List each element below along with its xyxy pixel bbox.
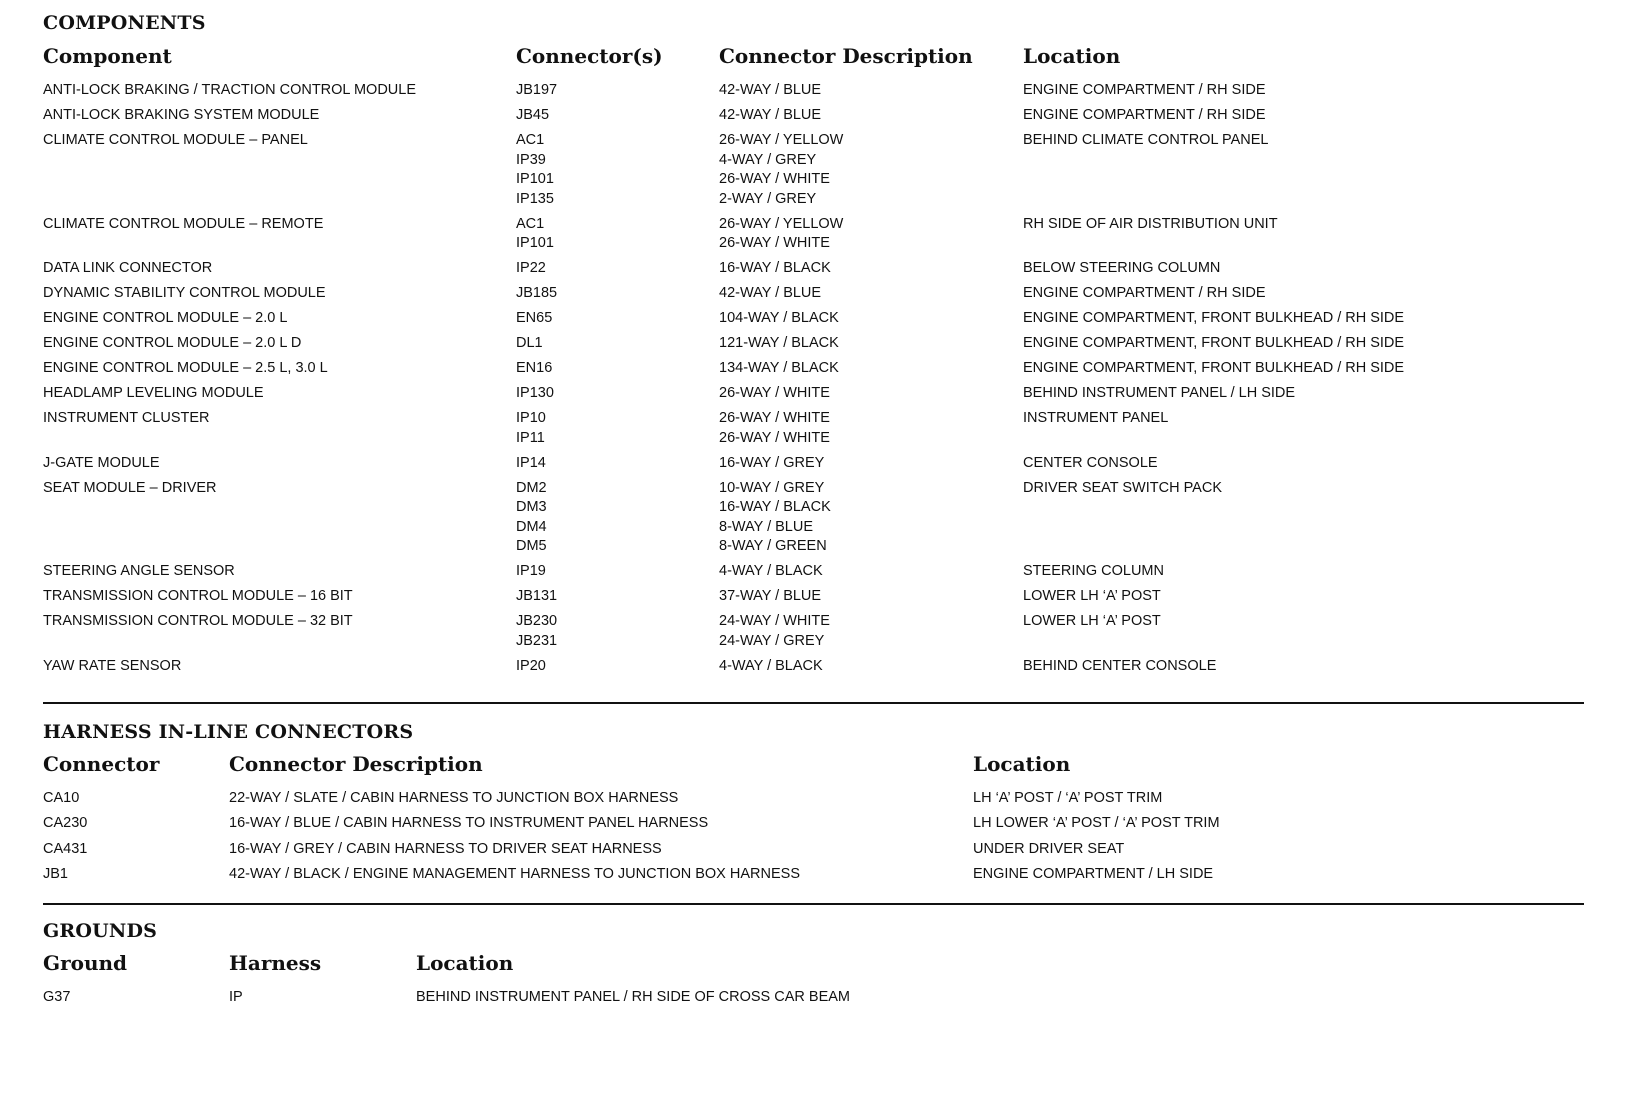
connector-descriptions: [719, 81, 821, 101]
connector-descriptions-line: 26-WAY / WHITE: [719, 171, 830, 187]
component-location: ENGINE COMPARTMENT / RH SIDE: [1023, 285, 1266, 301]
table-row: [43, 789, 1584, 814]
connector-descriptions: [719, 479, 831, 557]
table-row: [43, 106, 1584, 131]
connector-ids: [516, 309, 552, 329]
components-header-component: Component: [43, 44, 172, 68]
component-name: DATA LINK CONNECTOR: [43, 260, 213, 276]
connector-descriptions: [719, 106, 821, 126]
component-name: J-GATE MODULE: [43, 454, 160, 471]
section-divider: [43, 702, 1584, 704]
connector-ids-line: DM3: [516, 499, 547, 515]
connector-descriptions: [719, 454, 824, 474]
component-name: ANTI-LOCK BRAKING / TRACTION CONTROL MODULE: [43, 82, 417, 98]
connector-ids: [516, 384, 554, 404]
harness-header-description: Connector Description: [229, 752, 483, 776]
connector-ids: [516, 215, 554, 254]
harness-connector: JB1: [43, 865, 68, 882]
connector-descriptions-line: 24-WAY / GREY: [719, 632, 825, 649]
component-name: ENGINE CONTROL MODULE – 2.5 L, 3.0 L: [43, 360, 328, 376]
component-name: STEERING ANGLE SENSOR: [43, 563, 235, 579]
connector-ids: [516, 562, 546, 582]
table-row: [43, 409, 1584, 454]
connector-descriptions-line: 26-WAY / WHITE: [719, 410, 830, 426]
component-location: BEHIND CENTER CONSOLE: [1023, 657, 1217, 674]
connector-descriptions-line: 37-WAY / BLUE: [719, 588, 822, 604]
component-name: ENGINE CONTROL MODULE – 2.0 L: [43, 310, 288, 326]
table-row: [43, 215, 1584, 260]
connector-ids: [516, 81, 557, 101]
connector-ids: [516, 106, 549, 126]
component-name: CLIMATE CONTROL MODULE – REMOTE: [43, 215, 324, 232]
component-location: ENGINE COMPARTMENT, FRONT BULKHEAD / RH SIDE: [1023, 310, 1405, 326]
component-location: INSTRUMENT PANEL: [1023, 410, 1169, 426]
harness-header-location: Location: [973, 752, 1071, 776]
connector-descriptions-line: 10-WAY / GREY: [719, 479, 825, 496]
connector-descriptions: [719, 359, 839, 379]
component-name: TRANSMISSION CONTROL MODULE – 32 BIT: [43, 613, 353, 629]
connector-descriptions-line: 16-WAY / GREY: [719, 454, 825, 471]
component-location: CENTER CONSOLE: [1023, 454, 1158, 471]
table-row: [43, 384, 1584, 409]
table-row: [43, 865, 1584, 890]
table-row: [43, 587, 1584, 612]
grounds-header-location: Location: [416, 951, 514, 975]
connector-descriptions-line: 26-WAY / YELLOW: [719, 215, 844, 232]
component-location: ENGINE COMPARTMENT, FRONT BULKHEAD / RH SIDE: [1023, 360, 1405, 376]
harness-description: 22-WAY / SLATE / CABIN HARNESS TO JUNCTION BOX HARNESS: [229, 790, 679, 806]
component-name: TRANSMISSION CONTROL MODULE – 16 BIT: [43, 588, 353, 604]
connector-descriptions: [719, 409, 830, 448]
table-row: [43, 334, 1584, 359]
table-row: [43, 259, 1584, 284]
harness-connector: CA10: [43, 790, 80, 806]
table-row: [43, 454, 1584, 479]
connector-ids-line: AC1: [516, 132, 545, 148]
connector-ids: [516, 454, 546, 474]
connector-ids: [516, 409, 546, 448]
connector-ids-line: EN65: [516, 310, 553, 326]
connector-ids-line: IP22: [516, 260, 546, 276]
connector-descriptions: [719, 334, 839, 354]
connector-descriptions-line: 42-WAY / BLUE: [719, 82, 822, 98]
harness-connector: CA230: [43, 815, 88, 832]
connector-descriptions: [719, 215, 843, 254]
connector-ids-line: IP14: [516, 454, 546, 471]
harness-description: 16-WAY / GREY / CABIN HARNESS TO DRIVER SEAT HARNESS: [229, 840, 662, 857]
connector-ids-line: AC1: [516, 215, 545, 232]
connector-ids-line: IP135: [516, 190, 554, 207]
connector-descriptions-line: 26-WAY / WHITE: [719, 385, 830, 401]
harness-description: 42-WAY / BLACK / ENGINE MANAGEMENT HARNESS TO JUNCTION BOX HARNESS: [229, 865, 800, 882]
connector-ids: [516, 334, 543, 354]
connector-descriptions: [719, 657, 823, 677]
connector-descriptions-line: 134-WAY / BLACK: [719, 360, 839, 376]
component-location: BEHIND CLIMATE CONTROL PANEL: [1023, 132, 1269, 148]
connector-ids-line: JB197: [516, 82, 558, 98]
component-name: CLIMATE CONTROL MODULE – PANEL: [43, 132, 308, 148]
grounds-header-ground: Ground: [43, 951, 128, 975]
table-row: [43, 657, 1584, 682]
connector-descriptions-line: 104-WAY / BLACK: [719, 310, 839, 326]
grounds-table-body: [43, 988, 1584, 1013]
table-row: [43, 131, 1584, 215]
table-row: [43, 612, 1584, 657]
connector-descriptions: [719, 384, 830, 404]
connector-descriptions-line: 4-WAY / BLACK: [719, 563, 823, 579]
connector-ids-line: IP11: [516, 429, 545, 446]
components-header-description: Connector Description: [719, 44, 973, 68]
connector-ids-line: JB230: [516, 613, 558, 629]
ground-location: BEHIND INSTRUMENT PANEL / RH SIDE OF CROSS CAR BEAM: [416, 989, 850, 1005]
connector-descriptions: [719, 284, 821, 304]
connector-descriptions-line: 121-WAY / BLACK: [719, 335, 839, 351]
connector-descriptions: [719, 131, 843, 209]
connector-descriptions-line: 8-WAY / GREEN: [719, 538, 827, 554]
connector-descriptions-line: 4-WAY / BLACK: [719, 657, 823, 674]
component-location: STEERING COLUMN: [1023, 563, 1164, 579]
harness-location: UNDER DRIVER SEAT: [973, 840, 1125, 857]
component-location: BEHIND INSTRUMENT PANEL / LH SIDE: [1023, 385, 1296, 401]
component-location: ENGINE COMPARTMENT, FRONT BULKHEAD / RH SIDE: [1023, 335, 1405, 351]
connector-ids-line: IP20: [516, 657, 546, 674]
connector-ids-line: IP19: [516, 563, 546, 579]
connector-descriptions-line: 26-WAY / WHITE: [719, 429, 830, 446]
connector-ids-line: JB45: [516, 107, 550, 123]
component-location: LOWER LH ‘A’ POST: [1023, 588, 1161, 604]
ground-id: G37: [43, 989, 71, 1005]
component-location: LOWER LH ‘A’ POST: [1023, 613, 1161, 629]
connector-ids-line: EN16: [516, 360, 553, 376]
connector-ids: [516, 259, 546, 279]
connector-ids-line: DM4: [516, 518, 547, 535]
table-row: [43, 562, 1584, 587]
grounds-section-title: GROUNDS: [43, 920, 158, 942]
connector-descriptions: [719, 309, 839, 329]
component-name: ENGINE CONTROL MODULE – 2.0 L D: [43, 335, 302, 351]
connector-ids: [516, 587, 557, 607]
connector-ids: [516, 359, 552, 379]
table-row: [43, 81, 1584, 106]
table-row: [43, 284, 1584, 309]
components-header-connectors: Connector(s): [516, 44, 663, 68]
components-header-location: Location: [1023, 44, 1121, 68]
connector-descriptions-line: 26-WAY / WHITE: [719, 235, 830, 251]
connector-ids-line: IP101: [516, 171, 554, 187]
connector-ids: [516, 131, 554, 209]
harness-header-connector: Connector: [43, 752, 160, 776]
connector-ids: [516, 284, 557, 304]
connector-ids-line: JB185: [516, 285, 558, 301]
connector-ids-line: DM5: [516, 538, 547, 554]
connector-descriptions-line: 16-WAY / BLACK: [719, 260, 831, 276]
component-name: ANTI-LOCK BRAKING SYSTEM MODULE: [43, 107, 320, 123]
connector-ids: [516, 657, 546, 677]
connector-ids: [516, 612, 557, 651]
connector-ids-line: DL1: [516, 335, 543, 351]
components-section-title: COMPONENTS: [43, 12, 206, 34]
connector-descriptions: [719, 259, 831, 279]
section-divider: [43, 903, 1584, 905]
connector-ids-line: IP10: [516, 410, 546, 426]
component-name: SEAT MODULE – DRIVER: [43, 479, 217, 496]
harness-section-title: HARNESS IN-LINE CONNECTORS: [43, 721, 414, 743]
connector-ids-line: DM2: [516, 479, 547, 496]
component-name: DYNAMIC STABILITY CONTROL MODULE: [43, 285, 326, 301]
connector-descriptions: [719, 562, 823, 582]
connector-descriptions-line: 4-WAY / GREY: [719, 151, 817, 168]
component-location: DRIVER SEAT SWITCH PACK: [1023, 479, 1222, 496]
table-row: [43, 840, 1584, 865]
connector-ids-line: IP130: [516, 385, 554, 401]
connector-ids: [516, 479, 547, 557]
harness-location: ENGINE COMPARTMENT / LH SIDE: [973, 865, 1214, 882]
table-row: [43, 814, 1584, 839]
ground-harness: IP: [229, 989, 243, 1005]
harness-location: LH LOWER ‘A’ POST / ‘A’ POST TRIM: [973, 815, 1220, 832]
table-row: [43, 479, 1584, 563]
grounds-header-harness: Harness: [229, 951, 322, 975]
connector-descriptions: [719, 587, 821, 607]
connector-descriptions-line: 16-WAY / BLACK: [719, 499, 831, 515]
connector-ids-line: IP101: [516, 235, 554, 251]
component-location: BELOW STEERING COLUMN: [1023, 260, 1221, 276]
connector-descriptions-line: 26-WAY / YELLOW: [719, 132, 844, 148]
connector-descriptions-line: 8-WAY / BLUE: [719, 518, 814, 535]
connector-descriptions: [719, 612, 830, 651]
connector-ids-line: JB231: [516, 632, 558, 649]
harness-description: 16-WAY / BLUE / CABIN HARNESS TO INSTRUMENT PANEL HARNESS: [229, 815, 709, 832]
component-name: INSTRUMENT CLUSTER: [43, 410, 210, 426]
component-name: YAW RATE SENSOR: [43, 657, 182, 674]
table-row: [43, 988, 1584, 1013]
connector-ids-line: JB131: [516, 588, 558, 604]
harness-table-body: [43, 789, 1584, 890]
harness-location: LH ‘A’ POST / ‘A’ POST TRIM: [973, 790, 1163, 806]
connector-descriptions-line: 2-WAY / GREY: [719, 190, 817, 207]
harness-connector: CA431: [43, 840, 88, 857]
connector-descriptions-line: 42-WAY / BLUE: [719, 285, 822, 301]
connector-descriptions-line: 24-WAY / WHITE: [719, 613, 830, 629]
component-name: HEADLAMP LEVELING MODULE: [43, 385, 264, 401]
component-location: ENGINE COMPARTMENT / RH SIDE: [1023, 82, 1266, 98]
table-row: [43, 309, 1584, 334]
table-row: [43, 359, 1584, 384]
connector-descriptions-line: 42-WAY / BLUE: [719, 107, 822, 123]
components-table-body: [43, 81, 1584, 682]
component-location: ENGINE COMPARTMENT / RH SIDE: [1023, 107, 1266, 123]
component-location: RH SIDE OF AIR DISTRIBUTION UNIT: [1023, 215, 1278, 232]
connector-ids-line: IP39: [516, 151, 546, 168]
